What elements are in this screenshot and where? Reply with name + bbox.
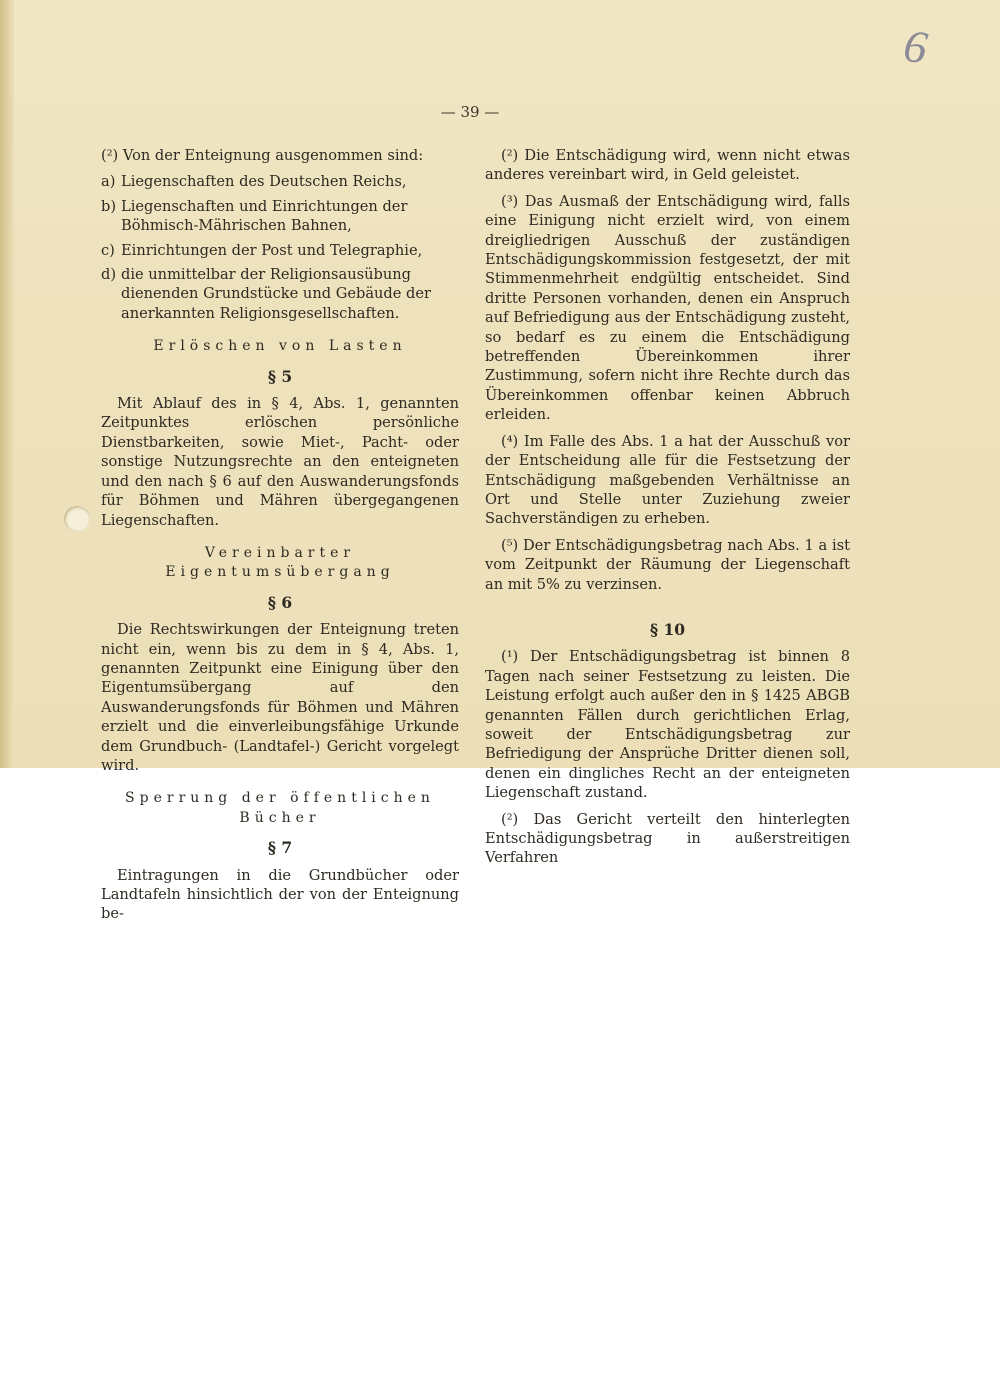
heading-erloeschen: Erlöschen von Lasten	[153, 338, 407, 355]
list-item: a) Liegenschaften des Deutschen Reichs,	[101, 173, 407, 191]
para-section-5: Mit Ablauf des in § 4, Abs. 1, genannten Zeitpunktes erlöschen persönliche Dienstbarkeiten, sowie Miet-, Pacht- oder sonstige Nutzungsrechte an den enteigneten und den nach § 6 auf den Auswanderungsfonds für Böhmen und Mähren übergegangenen Liegenschaften.	[101, 395, 459, 529]
section-5-title: § 5	[267, 366, 293, 386]
section-10-title: § 10	[649, 619, 686, 639]
para-section-6: Die Rechtswirkungen der Enteignung treten nicht ein, wenn bis zu dem in § 4, Abs. 1, genannten Zeitpunkt eine Einigung über den Eigentumsübergang auf den Auswanderungsfonds für Böhmen und Mähren erzielt und die einverleibungsfähige Urkunde dem Grundbuch- (Landtafel-) Gericht vorgelegt wird.	[101, 621, 459, 774]
heading-eigentumsuebergang: Vereinbarter Eigentumsübergang	[165, 544, 395, 581]
section-6-title: § 6	[267, 592, 293, 612]
para-section-10-1: (¹) Der Entschädigungsbetrag ist binnen 8 Tagen nach seiner Festsetzung zu leisten. Die Leistung erfolgt auch außer den in § 1425 ABGB genannten Fällen durch gerichtlichen Erlag, soweit der Entschädigungsbetrag zur Befriedigung der Ansprüche Dritter dienen soll, denen ein dingliches Recht an der enteigneten Liegenschaft zustand.	[485, 648, 850, 802]
para-exemptions-intro: (²) Von der Enteignung ausgenommen sind:	[101, 147, 424, 164]
para-entschaedigung-5: (⁵) Der Entschädigungsbetrag nach Abs. 1 a ist vom Zeitpunkt der Räumung der Liegenschaft an mit 5% zu verzinsen.	[485, 536, 850, 593]
para-section-7: Eintragungen in die Grundbücher oder Landtafeln hinsichtlich der von der Enteignung be-	[101, 866, 459, 923]
list-item: d) die unmittelbar der Religionsausübung dienenden Grundstücke und Gebäude der anerkannten Religionsgesellschaften.	[101, 266, 432, 322]
para-entschaedigung-4: (⁴) Im Falle des Abs. 1 a hat der Ausschuß vor der Entscheidung alle für die Festsetzung der Entschädigung maßgebenden Verhältnisse an Ort und Stelle unter Zuziehung zweier Sachverständigen zu erheben.	[485, 432, 850, 528]
handwritten-page-mark: 6	[900, 19, 931, 74]
page-number: — 39 —	[440, 103, 500, 121]
list-item: b) Liegenschaften und Einrichtungen der Böhmisch-Mährischen Bahnen,	[101, 197, 408, 235]
para-section-10-2: (²) Das Gericht verteilt den hinterlegten Entschädigungsbetrag in außerstreitigen Verfahren	[485, 810, 850, 867]
list-item: c) Einrichtungen der Post und Telegraphie,	[101, 241, 423, 259]
section-7-title: § 7	[267, 838, 293, 858]
para-entschaedigung-3: (³) Das Ausmaß der Entschädigung wird, falls eine Einigung nicht erzielt wird, von einem dreigliedrigen Ausschuß der zuständigen Entschädigungskommission festgesetzt, der mit Stimmenmehrheit endgültig entscheidet. Sind dritte Personen vorhanden, denen ein Anspruch auf Befriedigung aus der Entschädigung zusteht, so bedarf es zu einem die Entschädigung betreffenden Übereinkommen ihrer Zustimmung, sofern nicht ihre Rechte durch das Übereinkommen offenbar keinen Abbruch erleiden.	[485, 192, 850, 424]
right-column	[485, 146, 850, 875]
heading-sperrung: Sperrung der öffentlichen Bücher	[125, 790, 435, 826]
left-column	[101, 146, 459, 931]
para-entschaedigung-2: (²) Die Entschädigung wird, wenn nicht etwas anderes vereinbart wird, in Geld geleistet.	[485, 147, 850, 184]
punch-hole	[64, 506, 90, 532]
